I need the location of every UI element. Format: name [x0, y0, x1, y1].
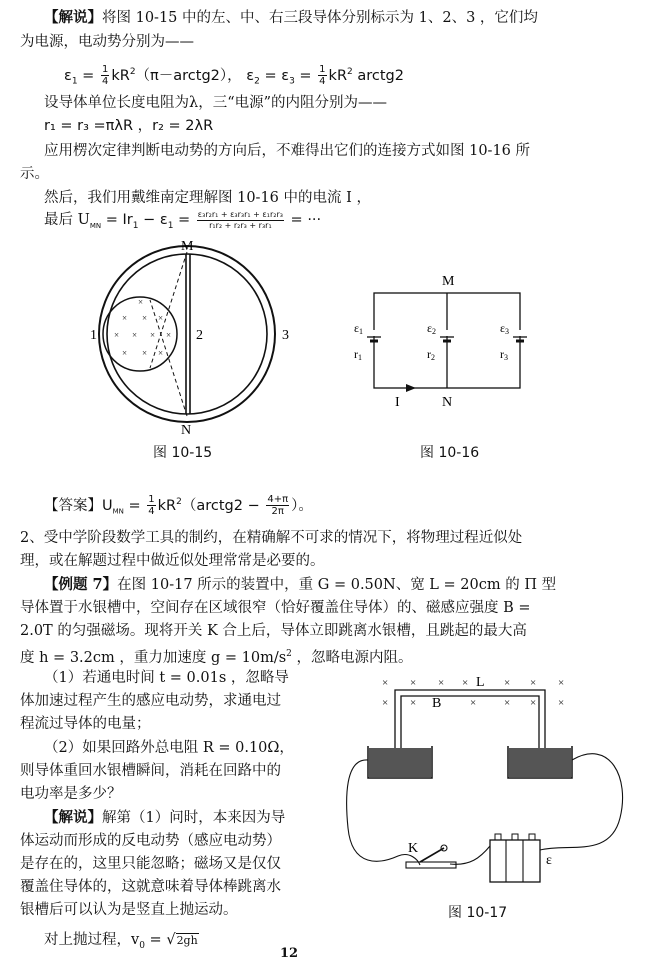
figure-10-17: [340, 668, 645, 910]
paragraph-lenz-line2: 示。: [20, 166, 49, 182]
projectile-line: [44, 930, 199, 956]
example-7-line4: [20, 644, 412, 668]
eq3-tail: = ···: [285, 212, 322, 228]
paragraph-lenz-line1: 应用楞次定律判断电动势的方向后，不难得出它们的连接方式如图 10-16 所: [44, 143, 531, 159]
answer-label: 【答案】: [44, 497, 102, 514]
solution-line4: 覆盖住导体的，这就意味着导体棒跳离水: [20, 879, 281, 895]
label-b: B: [432, 696, 442, 711]
answer-paren-close: ）。: [291, 497, 313, 514]
cross-mark: ×: [158, 348, 164, 358]
paragraph-approx-line1: 2、受中学阶段数学工具的制约，在精确解不可求的情况下，将物理过程近似处: [20, 530, 523, 546]
cross-mark: ×: [150, 330, 156, 340]
cross-mark: ×: [558, 697, 565, 709]
cross-mark: ×: [530, 677, 537, 689]
figure-10-15: [90, 238, 300, 438]
caption-10-15: 图 10-15: [153, 445, 213, 461]
eq1-frac: [101, 64, 109, 87]
cross-mark: ×: [138, 297, 144, 307]
answer-paren-open: （arctg2 −: [181, 497, 265, 514]
eq1-eq: =: [77, 67, 99, 84]
cross-mark: ×: [122, 348, 128, 358]
cross-mark: ×: [530, 697, 537, 709]
eq3-sub: MN: [89, 221, 102, 230]
example-text1: 在图 10-17 所示的装置中，重 G = 0.50N、宽 L = 20cm 的 П 型: [117, 577, 557, 593]
answer-eq: =: [123, 497, 146, 514]
eq1-e1: ε: [64, 67, 72, 84]
eq1-frac2-den: 4: [319, 76, 326, 88]
eq1-tail: arctg2: [352, 67, 404, 84]
answer-sub: MN: [112, 507, 124, 516]
cross-mark: ×: [122, 313, 128, 323]
figure-10-16: [348, 270, 538, 410]
answer-frac2-den: 2π: [271, 506, 284, 518]
projectile-eq: =: [144, 932, 167, 948]
label-r1: r1: [354, 347, 362, 362]
example-text4-sup: 2: [286, 649, 292, 659]
question-1-line1: （1）若通电时间 t = 0.01s ，忽略导: [44, 670, 289, 686]
example-7-line1: [44, 575, 556, 595]
example-text4a: 度 h = 3.2cm ，重力加速度 g = 10m/s: [20, 649, 287, 666]
label-e3: ε3: [500, 321, 510, 336]
label-e1: ε1: [354, 321, 364, 336]
equation-emf: [64, 58, 404, 96]
eq3-num: ε₃r₂r₁ + ε₃r₃r₁ + ε₁r₂r₃: [197, 209, 283, 219]
eq3-sub2: 1: [132, 220, 139, 231]
solution-line3: 是存在的，这里只能忽略；磁场又是仅仅: [20, 856, 281, 872]
answer-frac2-num: 4+π: [267, 494, 289, 506]
example-text4b: ，忽略电源内阻。: [291, 649, 413, 666]
label-n: N: [442, 395, 453, 410]
label-e2: ε2: [427, 321, 437, 336]
question-2-line1: （2）如果回路外总电阻 R = 0.10Ω，: [44, 740, 294, 756]
cross-mark: ×: [166, 330, 172, 340]
label-r3: r3: [500, 347, 508, 362]
label-m: M: [181, 239, 194, 254]
cross-mark: ×: [438, 677, 445, 689]
question-1-line2: 体加速过程产生的感应电动势，求通电过: [20, 693, 281, 709]
question-2-line3: 电功率是多少？: [20, 786, 122, 802]
cross-mark: ×: [382, 677, 389, 689]
eq1-eq2: =: [294, 67, 317, 84]
cross-mark: ×: [462, 677, 469, 689]
sqrt-body: 2gh: [176, 934, 198, 947]
cross-mark: ×: [470, 697, 477, 709]
equation-umn: [44, 206, 321, 240]
eq3-eq: =: [173, 212, 195, 228]
sqrt-sign: √: [166, 932, 176, 948]
paragraph-approx-line2: 理，或在解题过程中做近似处理常常是必要的。: [20, 553, 325, 569]
eq1-kr: kR: [111, 67, 130, 84]
answer-u: U: [102, 497, 113, 514]
eq1-frac-num: 1: [101, 64, 109, 76]
example-7-line2: 导体置于水银槽中，空间存在区域很窄（恰好覆盖住导体）的、磁感应强度 B =: [20, 600, 531, 616]
eq1-sup: 2: [129, 67, 136, 77]
answer-frac-den: 4: [148, 506, 155, 518]
label-e: ε: [546, 853, 552, 868]
solution-line5: 银槽后可以认为是竖直上抛运动。: [20, 902, 238, 918]
eq1-frac-den: 4: [101, 76, 109, 88]
label-k: K: [408, 841, 419, 856]
question-2-line2: 则导体重回水银槽瞬间，消耗在回路中的: [20, 763, 281, 779]
answer-frac2: [266, 494, 289, 517]
eq3-minus: − ε: [138, 212, 168, 228]
label-r2: r2: [427, 347, 435, 362]
paragraph-explanation-line2: 为电源，电动势分别为——: [20, 34, 194, 50]
cross-mark: ×: [158, 313, 164, 323]
cross-mark: ×: [410, 697, 417, 709]
eq3-mid: = Ir: [101, 212, 133, 228]
eq1-sub3: 3: [289, 76, 295, 87]
question-1-line3: 程流过导体的电量；: [20, 716, 151, 732]
label-3: 3: [282, 328, 289, 343]
paragraph-thevenin: 然后，我们用戴维南定理解图 10-16 中的电流 I ，: [44, 190, 371, 206]
cross-mark: ×: [504, 697, 511, 709]
example-7-line3: 2.0T 的匀强磁场。现将开关 K 合上后，导体立即跳离水银槽，且跳起的最大高: [20, 623, 527, 639]
eq1-sub2: 2: [254, 76, 260, 87]
answer-kr: kR: [157, 497, 177, 514]
label-1: 1: [90, 328, 97, 343]
eq1-paren: （π－arctg2），: [135, 67, 242, 84]
paragraph-resistance: 设导体单位长度电阻为λ，三“电源”的内阻分别为——: [44, 95, 388, 111]
caption-10-17: 图 10-17: [448, 905, 508, 921]
projectile-sub: 0: [139, 940, 145, 951]
projectile-text: 对上抛过程，v: [44, 932, 140, 948]
explanation-label: 【解说】: [44, 9, 102, 26]
answer-line: [44, 487, 313, 527]
cross-mark: ×: [558, 677, 565, 689]
example-label: 【例题 7】: [44, 576, 118, 593]
cross-mark: ×: [132, 330, 138, 340]
answer-frac: [147, 494, 155, 517]
eq3-prefix: 最后 U: [44, 212, 90, 228]
eq3-den: r₁r₂ + r₂r₃ + r₃r₁: [209, 220, 272, 230]
label-current: I: [395, 395, 400, 410]
answer-frac-num: 1: [148, 494, 155, 506]
eq3-sub3: 1: [167, 220, 174, 231]
solution-label: 【解说】: [44, 809, 102, 826]
cross-mark: ×: [382, 697, 389, 709]
eq1-e2: ε: [246, 67, 255, 84]
label-2: 2: [196, 328, 203, 343]
label-n: N: [181, 423, 192, 438]
explanation-text: 将图 10-15 中的左、中、右三段导体分别标示为 1、2、3 ，它们均: [102, 10, 538, 26]
eq1-frac2: [318, 64, 326, 87]
label-m: M: [442, 274, 455, 289]
cross-mark: ×: [114, 330, 120, 340]
paragraph-explanation-line1: [44, 8, 538, 28]
cross-mark: ×: [142, 348, 148, 358]
cross-mark: ×: [142, 313, 148, 323]
eq3-frac: [197, 210, 284, 231]
eq1-sub1: 1: [71, 76, 78, 87]
cross-mark: ×: [410, 677, 417, 689]
eq1-sup2: 2: [347, 67, 353, 77]
solution-text1: 解第（1）问时，本来因为导: [102, 810, 286, 826]
eq1-mid: = ε: [259, 67, 290, 84]
label-l: L: [476, 675, 485, 690]
solution-line1: [44, 808, 285, 828]
caption-10-16: 图 10-16: [420, 445, 480, 461]
eq1-kr2: kR: [328, 67, 348, 84]
page-number: 12: [280, 946, 299, 961]
answer-sup: 2: [176, 497, 182, 507]
equation-resistance: r₁ = r₃ =πλR ，r₂ = 2λR: [44, 118, 214, 134]
solution-line2: 体运动而形成的反电动势（感应电动势）: [20, 833, 281, 849]
cross-mark: ×: [504, 677, 511, 689]
eq1-frac2-num: 1: [319, 64, 326, 76]
